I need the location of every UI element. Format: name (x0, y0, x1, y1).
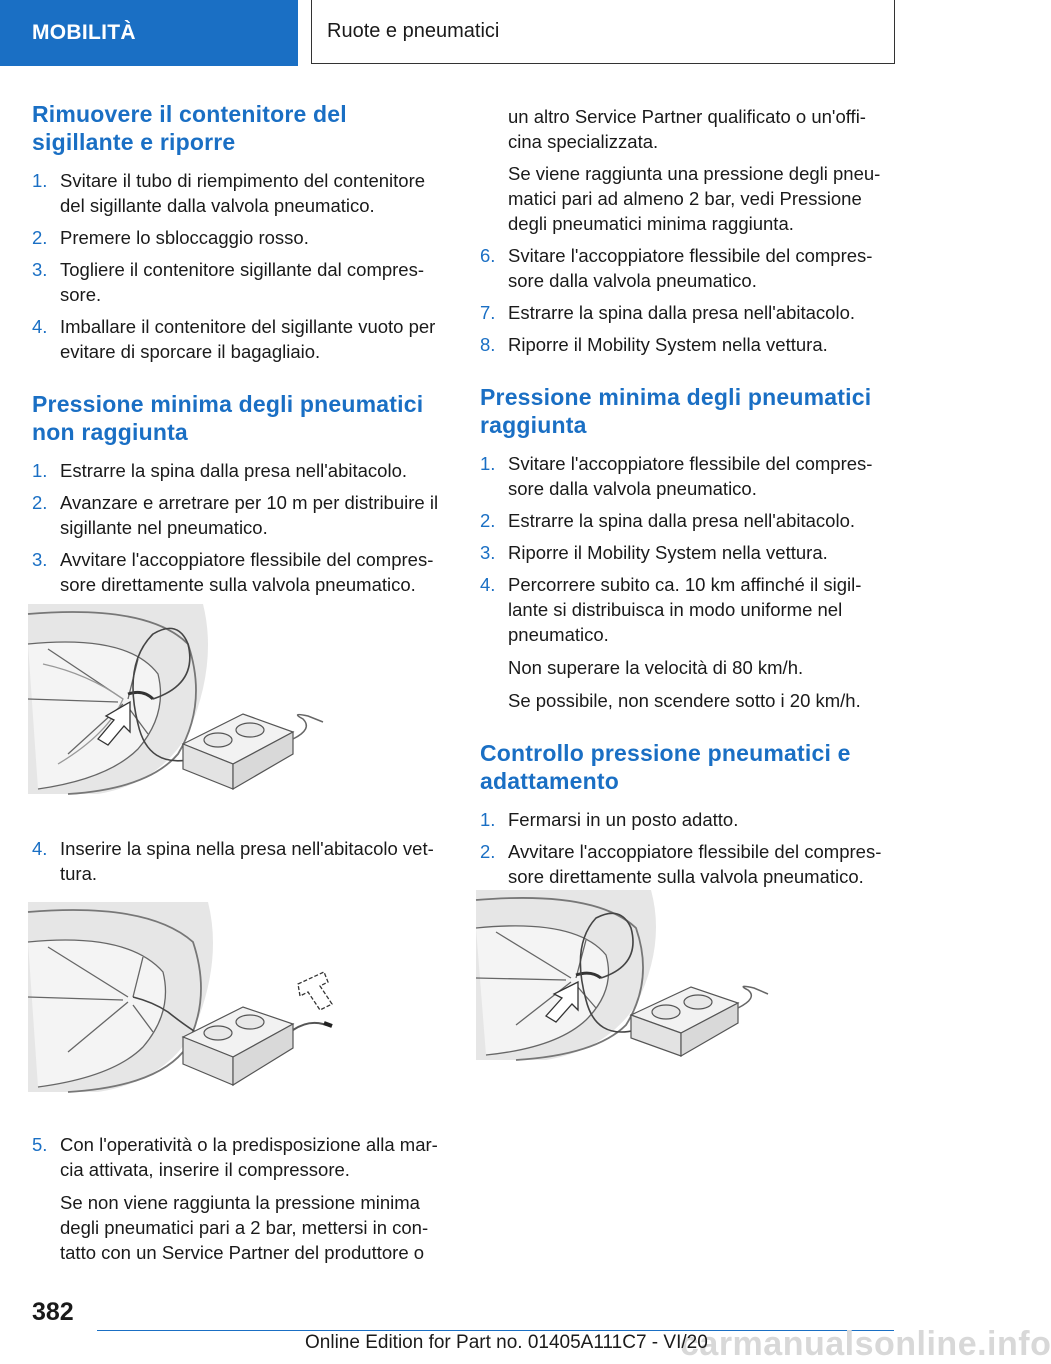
step-item (32, 490, 450, 540)
step-item (480, 540, 898, 565)
section-heading: Rimuovere il contenitore del sigillante e riporre (32, 101, 347, 155)
section-heading: Pressione minima degli pneumatici non raggiunta (32, 391, 424, 445)
step-list (480, 243, 898, 357)
step-text: Premere lo sbloccaggio rosso. (60, 227, 309, 248)
step-number: 2. (480, 841, 496, 862)
step-number: 5. (32, 1134, 48, 1155)
step-list (32, 836, 450, 886)
step-number: 8. (480, 334, 496, 355)
left-column-bottom (32, 1132, 450, 1291)
section-tab (0, 0, 298, 66)
step-text: Avvitare l'accoppiatore flessibile del compres- sore direttamente sulla valvola pneumatico. (508, 841, 882, 887)
step-text: Togliere il contenitore sigillante dal compres- sore. (60, 259, 425, 305)
step-item (32, 547, 450, 597)
step-number: 2. (32, 227, 48, 248)
footer-edition: Online Edition for Part no. 01405A111C7 - VI/20 (305, 1332, 708, 1353)
step-text: Inserire la spina nella presa nell'abitacolo vet- tura. (60, 838, 434, 884)
step-number: 1. (480, 809, 496, 830)
step-text: Estrarre la spina dalla presa nell'abitacolo. (60, 460, 408, 481)
step-number: 3. (32, 259, 48, 280)
step-item (480, 572, 898, 713)
section-heading: Controllo pressione pneumatici e adattamento (480, 740, 851, 794)
step-item (32, 225, 450, 250)
continued-text: Se viene raggiunta una pressione degli pneu- matici pari ad almeno 2 bar, vedi Pressione degli pneumatici minima raggiunta. (508, 163, 881, 234)
step-number: 1. (480, 453, 496, 474)
step-number: 4. (480, 574, 496, 595)
step-text: Avvitare l'accoppiatore flessibile del compres- sore direttamente sulla valvola pneumatico. (60, 549, 434, 595)
step-list (480, 807, 898, 889)
step-number: 4. (32, 838, 48, 859)
step-text: Avanzare e arretrare per 10 m per distribuire il sigillante nel pneumatico. (60, 492, 439, 538)
step-item (480, 807, 898, 832)
left-column-lower (32, 836, 450, 912)
step-item (32, 314, 450, 364)
step-text: Riporre il Mobility System nella vettura. (508, 334, 828, 355)
chapter-title: Ruote e pneumatici (327, 20, 500, 42)
step-list (32, 1132, 450, 1265)
step-text: Fermarsi in un posto adatto. (508, 809, 739, 830)
compressor-valve-illustration (476, 890, 776, 1060)
step-item (32, 458, 450, 483)
step-number: 7. (480, 302, 496, 323)
step-list (32, 458, 450, 597)
step-text: Estrarre la spina dalla presa nell'abitacolo. (508, 302, 856, 323)
step-text: Svitare l'accoppiatore flessibile del compres- sore dalla valvola pneumatico. (508, 245, 873, 291)
step-item (32, 168, 450, 218)
left-column (32, 100, 450, 623)
step-note: Se possibile, non scendere sotto i 20 km/h. (508, 690, 861, 711)
step-item (32, 1132, 450, 1265)
step-text: Svitare l'accoppiatore flessibile del compres- sore dalla valvola pneumatico. (508, 453, 873, 499)
step-text: Riporre il Mobility System nella vettura. (508, 542, 828, 563)
right-column (480, 104, 898, 915)
compressor-connected-illustration (28, 604, 328, 794)
watermark: carmanualsonline.info (680, 1325, 1051, 1363)
step-number: 1. (32, 460, 48, 481)
plug-socket-illustration (28, 902, 338, 1092)
step-item (480, 300, 898, 325)
step-number: 3. (32, 549, 48, 570)
step-text: Svitare il tubo di riempimento del contenitore del sigillante dalla valvola pneumatico. (60, 170, 426, 216)
page-number: 382 (32, 1298, 74, 1326)
step-text: Imballare il contenitore del sigillante vuoto per evitare di sporcare il bagagliaio. (60, 316, 436, 362)
step-number: 1. (32, 170, 48, 191)
step-note: Non superare la velocità di 80 km/h. (508, 657, 804, 678)
step-number: 3. (480, 542, 496, 563)
step-item (480, 243, 898, 293)
step-item (480, 508, 898, 533)
step-item (480, 451, 898, 501)
step-item (32, 257, 450, 307)
step-text: Estrarre la spina dalla presa nell'abitacolo. (508, 510, 856, 531)
chapter-header (311, 0, 895, 64)
step-number: 6. (480, 245, 496, 266)
step-text: Percorrere subito ca. 10 km affinché il sigil- lante si distribuisca in modo uniforme nel pneumatico. (508, 574, 862, 645)
step-note: Se non viene raggiunta la pressione minima degli pneumatici pari a 2 bar, mettersi in con- tatto con un Service Partner del produttore o (60, 1192, 429, 1263)
step-item (32, 836, 450, 886)
step-list (32, 168, 450, 364)
section-title: MOBILITÀ (32, 21, 136, 44)
step-list (480, 451, 898, 713)
step-item (480, 839, 898, 889)
step-number: 2. (32, 492, 48, 513)
step-item (480, 332, 898, 357)
continued-text: un altro Service Partner qualificato o un'offi- cina specializzata. (508, 106, 866, 152)
step-number: 2. (480, 510, 496, 531)
step-number: 4. (32, 316, 48, 337)
section-heading: Pressione minima degli pneumatici raggiunta (480, 384, 872, 438)
step-text: Con l'operatività o la predisposizione alla mar- cia attivata, inserire il compressore. (60, 1134, 438, 1180)
